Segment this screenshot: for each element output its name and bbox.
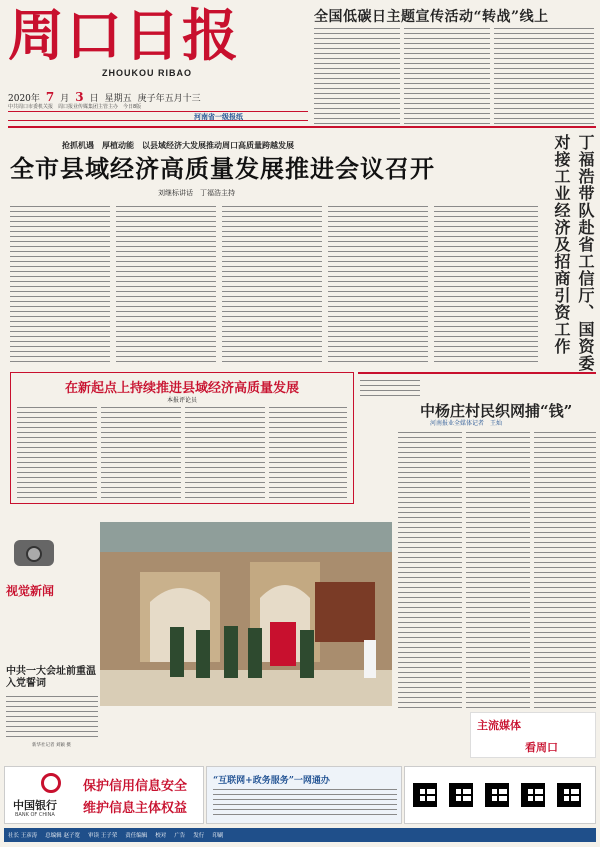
side-headline-line: 丁福浩带队赴省工信厅、国资委 [576, 134, 595, 372]
photo-illustration [100, 522, 392, 706]
date-month: 7 [45, 90, 55, 104]
gov-ad-title: “互联网+政务服务”一网通办 [213, 776, 330, 786]
footer-item: 审读 王子荣 [88, 833, 118, 839]
article-text [360, 380, 420, 396]
bank-logo-icon [41, 773, 61, 793]
commentary-title[interactable]: 在新起点上持续推进县域经济高质量发展 [64, 381, 299, 396]
article-text [116, 206, 216, 366]
article-text [404, 28, 490, 128]
article-text [466, 432, 530, 708]
article-text [185, 407, 265, 499]
footer-item: 发行 [193, 833, 205, 839]
footer-item: 印刷 [212, 833, 224, 839]
article-text [10, 206, 110, 366]
promo-line-1: 主流媒体 [477, 719, 521, 732]
date-month-label: 月 [60, 94, 70, 104]
commentary-box [10, 372, 354, 504]
qr-code-icon [557, 783, 581, 807]
footer-item: 总编辑 赵子宽 [45, 833, 80, 839]
sponsor-label: 河南省一级报纸 [194, 113, 243, 121]
qr-code-icon [449, 783, 473, 807]
footer-item: 校对 [155, 833, 167, 839]
side-headline-line: 对接工业经济及招商引资工作 [552, 134, 571, 355]
article-text [434, 206, 538, 366]
photo-credit: 新华社记者 刘颖 摄 [32, 743, 71, 748]
top-headline[interactable]: 全国低碳日主题宣传活动“转战”线上 [314, 9, 549, 25]
side-headline[interactable] [548, 134, 596, 384]
qr-code-icon [413, 783, 437, 807]
weekday: 星期五 [104, 94, 132, 104]
commentary-author: 本报评论员 [166, 397, 197, 404]
publisher-info: 中共周口市委机关报 周口报业传媒集团主管主办 今日8版 [8, 104, 142, 110]
camera-icon [14, 540, 54, 566]
article-text [101, 407, 181, 499]
lunar-date: 庚子年五月十三 [137, 94, 201, 104]
date-day-label: 日 [89, 94, 99, 104]
news-photo[interactable] [100, 522, 392, 706]
footer-bar [4, 828, 596, 842]
article-text [328, 206, 428, 366]
ad-bank-of-china[interactable] [4, 766, 204, 824]
ad-gov-service[interactable] [206, 766, 402, 824]
footer-item: 社长 王彦涛 [8, 833, 38, 839]
article-text [17, 407, 97, 499]
bank-slogan: 维护信息主体权益 [83, 801, 188, 816]
article-text [269, 407, 347, 499]
qr-codes-panel [404, 766, 596, 824]
bank-name-en: BANK OF CHINA [15, 812, 55, 818]
article-text [398, 432, 462, 708]
masthead-pinyin: ZHOUKOU RIBAO [102, 68, 192, 78]
divider [358, 372, 596, 374]
mid-story-author: 河南报业全媒体记者 王灿 [430, 420, 503, 427]
section-visual-news: 视觉新闻 [6, 584, 55, 598]
date-day: 3 [75, 90, 84, 104]
bank-name: 中国银行 [13, 799, 57, 812]
masthead-title: 周口日报 [8, 3, 240, 69]
photo-caption-text [6, 696, 98, 740]
divider [8, 126, 596, 128]
lead-byline: 刘继标讲话 丁福浩主持 [158, 189, 235, 197]
footer-item: 责任编辑 [125, 833, 148, 839]
article-text [314, 28, 400, 128]
qr-code-icon [521, 783, 545, 807]
article-text [222, 206, 322, 366]
photo-caption-title: 中共一大会址前重温入党誓词 [6, 666, 96, 689]
mid-story-title[interactable]: 中杨庄村民织网捕“钱” [420, 402, 573, 420]
date-year: 2020年 [8, 94, 40, 104]
sponsor-bar [8, 111, 308, 121]
gov-ad-text [213, 789, 397, 819]
qr-code-icon [485, 783, 509, 807]
promo-banner[interactable] [470, 712, 596, 758]
bank-slogan: 保护信用信息安全 [83, 779, 188, 794]
footer-item: 广告 [174, 833, 186, 839]
dateline [8, 90, 298, 104]
lead-kicker: 抢抓机遇 厚植动能 以县域经济大发展推动周口高质量跨越发展 [62, 141, 294, 150]
promo-line-2: 看周口 [525, 741, 558, 754]
article-text [534, 432, 596, 708]
article-text [494, 28, 594, 128]
lead-headline[interactable]: 全市县域经济高质量发展推进会议召开 [10, 154, 435, 183]
